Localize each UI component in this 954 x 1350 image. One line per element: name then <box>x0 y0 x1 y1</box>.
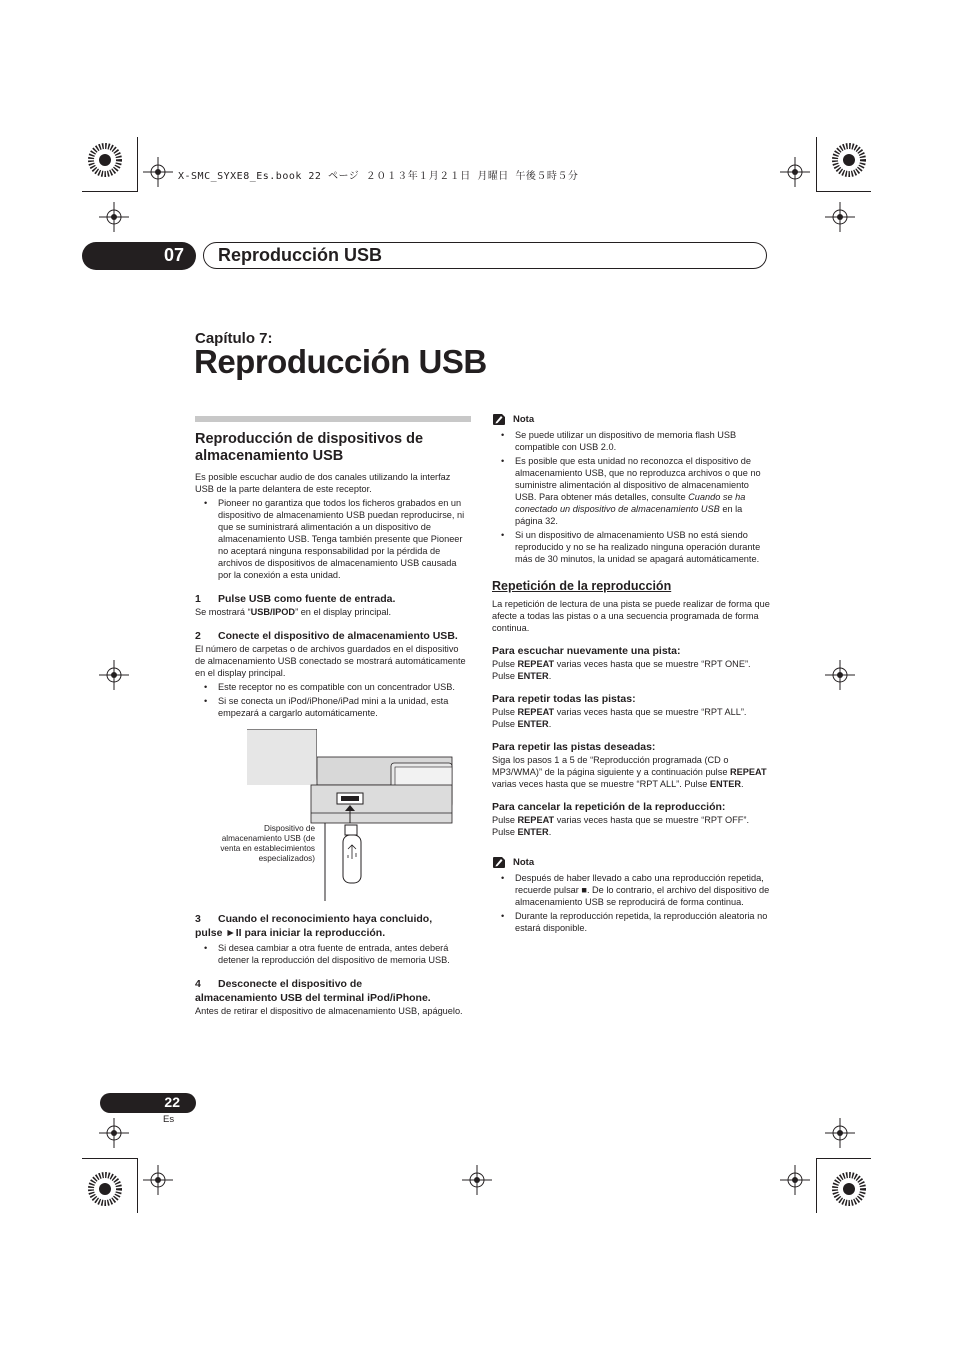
chapter-label: Capítulo 7: <box>195 330 273 347</box>
page-number-badge <box>100 1093 196 1113</box>
step-2-bullets <box>195 681 471 719</box>
step-2-text: El número de carpetas o de archivos guardados en el dispositivo de almacenamiento USB conectado se mostrará automáticamente en el display principal. <box>195 644 466 678</box>
crosshair-icon <box>780 157 810 187</box>
intro-bullets <box>195 497 471 581</box>
list-item: • Es posible que esta unidad no reconozca el dispositivo de almacenamiento USB, que no reproduzca archivos o que no suministre alimentación al dispositivo de almacenamiento USB. Para obtener más detalles, consulte Cuando se ha conectado un dispositivo de almacenamiento USB en la página 32. <box>515 455 770 527</box>
section-title: Reproducción de dispositivos de almacenamiento USB <box>195 431 424 464</box>
list-item: • Después de haber llevado a cabo una reproducción repetida, recuerde pulsar ■. De lo contrario, el archivo del dispositivo de almacenamiento USB se reproducirá de forma continua. <box>515 872 770 908</box>
section-divider <box>195 416 471 422</box>
left-column <box>195 416 471 1019</box>
crosshair-icon <box>462 1165 492 1195</box>
right-column <box>492 413 770 936</box>
crosshair-icon <box>825 202 855 232</box>
crosshair-icon <box>780 1165 810 1195</box>
crosshair-icon <box>99 1118 129 1148</box>
list-item: • Este receptor no es compatible con un concentrador USB. <box>218 681 471 693</box>
crosshair-icon <box>99 202 129 232</box>
page-number: 22 <box>164 1094 180 1110</box>
note-heading <box>492 413 770 426</box>
list-item: • Si desea cambiar a otra fuente de entrada, antes deberá detener la reproducción del dispositivo de memoria USB. <box>218 942 471 966</box>
step-4-text: Antes de retirar el dispositivo de almacenamiento USB, apáguelo. <box>195 1006 463 1016</box>
list-item: • Pioneer no garantiza que todos los ficheros grabados en un dispositivo de almacenamiento USB puedan reproducirse, ni que se suministrará alimentación a un dispositivo de almacenamiento USB. Tenga también presente que Pioneer no aceptará ninguna responsabilidad por la pérdida de archivos de dispositivos de almacenamiento USB causada por la conexión a esta unidad. <box>218 497 471 581</box>
repeat-all-title: Para repetir todas las pistas: <box>492 693 636 705</box>
page-title: Reproducción USB <box>194 343 487 380</box>
usb-device-drawing <box>195 729 471 901</box>
list-item: • Si se conecta un iPod/iPhone/iPad mini a la unidad, esta empezará a cargarlo automáticamente. <box>218 695 471 719</box>
note-2-bullets <box>492 872 770 934</box>
chapter-header-title: Reproducción USB <box>218 245 383 265</box>
list-item: • Durante la reproducción repetida, la reproducción aleatoria no estará disponible. <box>515 910 770 934</box>
registration-target-icon <box>832 143 866 177</box>
crosshair-icon <box>143 1165 173 1195</box>
repeat-one-title: Para escuchar nuevamente una pista: <box>492 645 681 657</box>
registration-target-icon <box>832 1172 866 1206</box>
note-label: Nota <box>513 413 535 425</box>
crosshair-icon <box>825 1118 855 1148</box>
note-pencil-icon <box>492 413 506 426</box>
step-4-title: 4 Desconecte el dispositivo de almacenamiento USB del terminal iPod/iPhone. <box>195 978 431 1004</box>
chapter-header <box>203 242 767 269</box>
crosshair-icon <box>825 660 855 690</box>
registration-target-icon <box>88 1172 122 1206</box>
chapter-number: 07 <box>163 245 184 265</box>
intro-paragraph: Es posible escuchar audio de dos canales utilizando la interfaz USB de la parte delantera de este receptor. <box>195 472 451 494</box>
step-3-title: 3 Cuando el reconocimiento haya concluido, pulse ►II para iniciar la reproducción. <box>195 913 433 939</box>
step-2-title: 2 Conecte el dispositivo de almacenamiento USB. <box>195 630 458 642</box>
repeat-all-text: Pulse REPEAT varias veces hasta que se muestre “RPT ALL”. Pulse ENTER. <box>492 707 747 729</box>
note-heading <box>492 856 770 869</box>
list-item: • Si un dispositivo de almacenamiento USB no está siendo reproducido y no se ha realizado ninguna operación durante más de 30 minutos, la unidad se apagará automáticamente. <box>515 529 770 565</box>
note-label: Nota <box>513 856 535 868</box>
repeat-cancel-text: Pulse REPEAT varias veces hasta que se muestre “RPT OFF”. Pulse ENTER. <box>492 815 750 837</box>
chapter-number-badge <box>82 242 196 270</box>
registration-target-icon <box>88 143 122 177</box>
repeat-desired-title: Para repetir las pistas deseadas: <box>492 741 656 753</box>
step-3-bullets <box>195 942 471 966</box>
note-pencil-icon <box>492 856 506 869</box>
repeat-cancel-title: Para cancelar la repetición de la reproducción: <box>492 801 726 813</box>
repeat-desired-text: Siga los pasos 1 a 5 de “Reproducción programada (CD o MP3/WMA)” de la página siguiente y a continuación pulse REPEAT varias veces hasta que se muestre “RPT ALL”. Pulse ENTER. <box>492 755 767 789</box>
usb-connection-illustration <box>195 729 471 901</box>
page-language: Es <box>163 1114 175 1125</box>
list-item: • Se puede utilizar un dispositivo de memoria flash USB compatible con USB 2.0. <box>515 429 770 453</box>
repeat-section-title: Repetición de la reproducción <box>492 579 672 593</box>
note-1-bullets <box>492 429 770 565</box>
crosshair-icon <box>99 660 129 690</box>
illustration-caption: Dispositivo de almacenamiento USB (de venta en establecimientos especializados) <box>220 824 315 863</box>
print-header: X-SMC_SYXE8_Es.book 22 ページ ２０１３年１月２１日 月曜日 午後５時５分 <box>178 171 579 182</box>
step-1-title: 1 Pulse USB como fuente de entrada. <box>195 593 396 605</box>
step-1-text: Se mostrará “USB/IPOD” en el display principal. <box>195 607 392 617</box>
crosshair-icon <box>143 157 173 187</box>
repeat-one-text: Pulse REPEAT varias veces hasta que se muestre “RPT ONE”. Pulse ENTER. <box>492 659 751 681</box>
repeat-intro: La repetición de lectura de una pista se puede realizar de forma que afecte a todas las pistas o a una secuencia programada de forma continua. <box>492 599 770 633</box>
